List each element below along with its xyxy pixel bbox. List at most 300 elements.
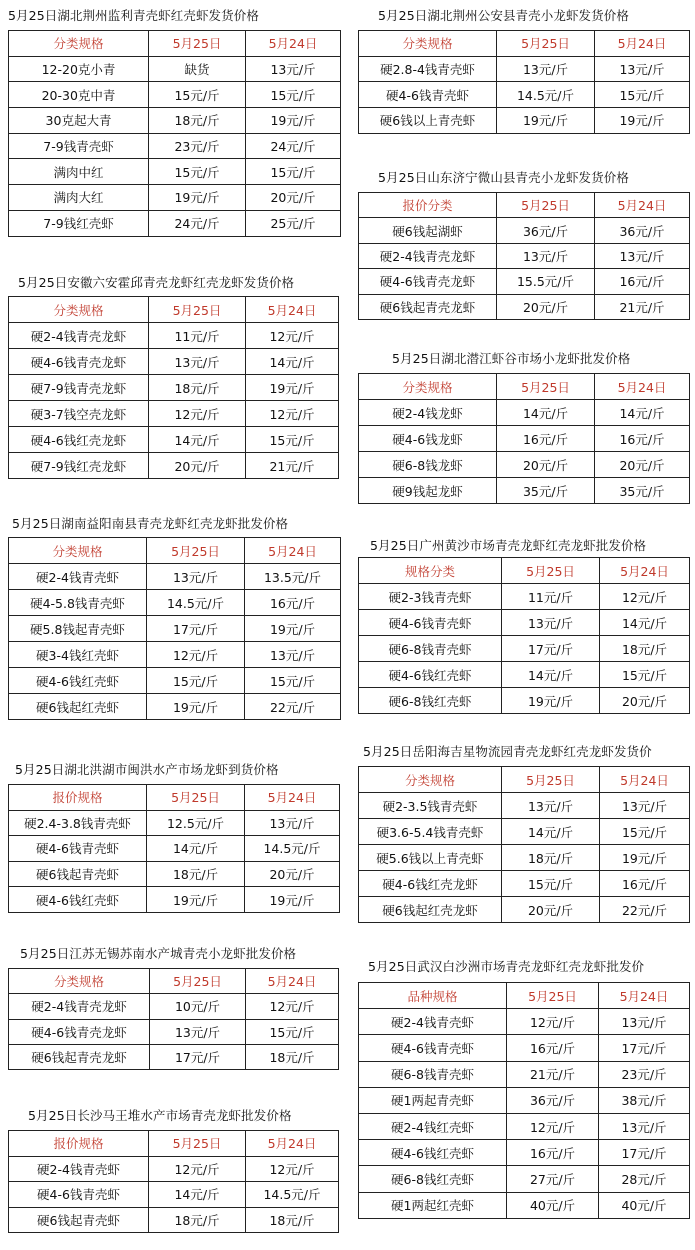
price-cell: 15元/斤	[246, 427, 339, 453]
header-cell: 5月25日	[149, 297, 246, 323]
spec-cell: 硬7-9钱红壳龙虾	[9, 453, 149, 479]
spec-cell: 硬6钱起湖虾	[359, 218, 497, 243]
spec-cell: 硬6钱起青壳龙虾	[9, 1044, 150, 1069]
price-cell: 13元/斤	[150, 1019, 246, 1044]
price-cell: 40元/斤	[507, 1192, 599, 1218]
price-cell: 12元/斤	[600, 584, 690, 610]
price-table	[358, 30, 690, 134]
price-table	[8, 968, 339, 1070]
table-header-row	[9, 31, 341, 57]
table-header-row	[9, 785, 340, 811]
price-cell: 14.5元/斤	[497, 82, 595, 108]
price-cell: 19元/斤	[600, 845, 690, 871]
table-row	[359, 1035, 690, 1061]
spec-cell: 7-9钱青壳虾	[9, 133, 149, 159]
price-table	[358, 557, 690, 714]
spec-cell: 硬2-3钱青壳虾	[359, 584, 502, 610]
table-row	[359, 1166, 690, 1192]
header-cell: 分类规格	[9, 31, 149, 57]
price-table	[8, 784, 340, 913]
table-row	[359, 478, 690, 504]
table-row	[9, 1207, 339, 1233]
header-cell: 品种规格	[359, 983, 507, 1009]
price-cell: 15元/斤	[245, 668, 341, 694]
spec-cell: 硬4-5.8钱青壳虾	[9, 590, 147, 616]
spec-cell: 硬4-6钱红壳虾	[359, 662, 502, 688]
price-cell: 15.5元/斤	[497, 269, 595, 294]
table-row	[9, 836, 340, 862]
price-cell: 12元/斤	[246, 994, 339, 1019]
price-cell: 40元/斤	[599, 1192, 690, 1218]
header-cell: 5月24日	[595, 374, 690, 400]
table-title: 5月25日湖南益阳南县青壳龙虾红壳龙虾批发价格	[12, 516, 289, 531]
price-cell: 22元/斤	[600, 897, 690, 923]
price-cell: 13元/斤	[502, 793, 600, 819]
price-cell: 38元/斤	[599, 1087, 690, 1113]
price-cell: 20元/斤	[497, 294, 595, 319]
table-row	[9, 185, 341, 211]
price-cell: 36元/斤	[507, 1087, 599, 1113]
table-header-row	[359, 767, 690, 793]
table-row	[359, 636, 690, 662]
spec-cell: 硬2-4钱红壳虾	[359, 1113, 507, 1139]
price-cell: 14元/斤	[502, 819, 600, 845]
table-row	[359, 218, 690, 243]
price-cell: 24元/斤	[149, 210, 246, 236]
spec-cell: 硬5.6钱以上青壳虾	[359, 845, 502, 871]
price-cell: 14元/斤	[149, 427, 246, 453]
price-cell: 35元/斤	[595, 478, 690, 504]
spec-cell: 硬4-6钱青壳虾	[359, 1035, 507, 1061]
header-cell: 5月24日	[246, 1131, 339, 1157]
table-row	[9, 56, 341, 82]
header-cell: 分类规格	[359, 767, 502, 793]
price-cell: 17元/斤	[599, 1035, 690, 1061]
spec-cell: 硬2-4钱青壳龙虾	[9, 323, 149, 349]
table-row	[9, 108, 341, 134]
header-cell: 分类规格	[9, 969, 150, 994]
spec-cell: 7-9钱红壳虾	[9, 210, 149, 236]
table-row	[9, 133, 341, 159]
price-cell: 13元/斤	[149, 349, 246, 375]
price-cell: 12.5元/斤	[147, 810, 245, 836]
table-row	[359, 1061, 690, 1087]
header-cell: 5月25日	[147, 538, 245, 564]
price-cell: 19元/斤	[149, 185, 246, 211]
price-cell: 17元/斤	[599, 1140, 690, 1166]
price-cell: 20元/斤	[497, 452, 595, 478]
price-cell: 17元/斤	[502, 636, 600, 662]
spec-cell: 硬4-6钱红壳龙虾	[359, 871, 502, 897]
price-cell: 19元/斤	[245, 616, 341, 642]
table-header-row	[359, 31, 690, 57]
price-cell: 19元/斤	[147, 694, 245, 720]
table-row	[359, 269, 690, 294]
table-row	[9, 590, 341, 616]
table-title: 5月25日长沙马王堆水产市场青壳龙虾批发价格	[28, 1108, 292, 1123]
spec-cell: 硬4-6钱青壳龙虾	[9, 349, 149, 375]
price-cell: 18元/斤	[149, 375, 246, 401]
price-cell: 20元/斤	[595, 452, 690, 478]
table-title: 5月25日江苏无锡苏南水产城青壳小龙虾批发价格	[20, 946, 297, 961]
price-cell: 22元/斤	[245, 694, 341, 720]
price-cell: 18元/斤	[149, 108, 246, 134]
price-cell: 14元/斤	[147, 836, 245, 862]
price-cell: 20元/斤	[245, 861, 340, 887]
table-title: 5月25日湖北荆州公安县青壳小龙虾发货价格	[378, 8, 629, 23]
spec-cell: 硬7-9钱青壳龙虾	[9, 375, 149, 401]
spec-cell: 硬6-8钱青壳虾	[359, 636, 502, 662]
table-row	[359, 845, 690, 871]
price-cell: 28元/斤	[599, 1166, 690, 1192]
header-cell: 5月24日	[599, 983, 690, 1009]
header-cell: 5月24日	[246, 969, 339, 994]
table-row	[359, 426, 690, 452]
price-cell: 13元/斤	[497, 243, 595, 268]
table-row	[359, 819, 690, 845]
spec-cell: 硬6钱起青壳龙虾	[359, 294, 497, 319]
table-row	[359, 1113, 690, 1139]
price-cell: 16元/斤	[595, 269, 690, 294]
header-cell: 5月24日	[600, 767, 690, 793]
spec-cell: 20-30克中青	[9, 82, 149, 108]
table-row	[359, 610, 690, 636]
price-cell: 13元/斤	[245, 642, 341, 668]
table-row	[359, 1140, 690, 1166]
price-cell: 23元/斤	[149, 133, 246, 159]
price-cell: 15元/斤	[147, 668, 245, 694]
table-row	[9, 694, 341, 720]
table-header-row	[9, 969, 339, 994]
spec-cell: 硬6钱以上青壳虾	[359, 108, 497, 134]
header-cell: 5月25日	[149, 31, 246, 57]
spec-cell: 满肉大红	[9, 185, 149, 211]
spec-cell: 硬6钱起青壳虾	[9, 1207, 149, 1233]
table-header-row	[9, 1131, 339, 1157]
spec-cell: 硬4-6钱龙虾	[359, 426, 497, 452]
price-cell: 12元/斤	[149, 1156, 246, 1182]
table-row	[9, 401, 339, 427]
header-cell: 5月24日	[245, 785, 340, 811]
price-cell: 20元/斤	[600, 688, 690, 714]
table-row	[359, 871, 690, 897]
price-cell: 19元/斤	[497, 108, 595, 134]
table-title: 5月25日湖北荆州监利青壳虾红壳虾发货价格	[8, 8, 259, 23]
table-row	[9, 887, 340, 913]
price-cell: 缺货	[149, 56, 246, 82]
header-cell: 5月25日	[502, 558, 600, 584]
table-title: 5月25日湖北潜江虾谷市场小龙虾批发价格	[392, 351, 631, 366]
table-row	[9, 159, 341, 185]
header-cell: 5月25日	[149, 1131, 246, 1157]
spec-cell: 硬3.6-5.4钱青壳虾	[359, 819, 502, 845]
header-cell: 5月24日	[600, 558, 690, 584]
price-cell: 16元/斤	[245, 590, 341, 616]
spec-cell: 硬4-6钱青壳虾	[359, 610, 502, 636]
price-cell: 16元/斤	[497, 426, 595, 452]
table-title: 5月25日安徽六安霍邱青壳龙虾红壳龙虾发货价格	[18, 275, 295, 290]
header-cell: 分类规格	[9, 538, 147, 564]
price-cell: 20元/斤	[502, 897, 600, 923]
table-row	[9, 1182, 339, 1208]
price-cell: 24元/斤	[246, 133, 341, 159]
price-cell: 18元/斤	[502, 845, 600, 871]
price-cell: 13元/斤	[599, 1009, 690, 1035]
header-cell: 5月24日	[595, 193, 690, 218]
table-row	[9, 1019, 339, 1044]
table-row	[359, 793, 690, 819]
price-table	[8, 30, 341, 237]
price-cell: 27元/斤	[507, 1166, 599, 1192]
spec-cell: 硬2.4-3.8钱青壳虾	[9, 810, 147, 836]
price-cell: 21元/斤	[507, 1061, 599, 1087]
price-cell: 15元/斤	[149, 159, 246, 185]
price-cell: 12元/斤	[149, 401, 246, 427]
table-row	[9, 564, 341, 590]
table-row	[9, 616, 341, 642]
table-row	[359, 452, 690, 478]
spec-cell: 硬1两起青壳虾	[359, 1087, 507, 1113]
spec-cell: 硬2-4钱龙虾	[359, 400, 497, 426]
spec-cell: 硬5.8钱起青壳虾	[9, 616, 147, 642]
spec-cell: 硬2-4钱青壳虾	[9, 564, 147, 590]
header-cell: 报价分类	[359, 193, 497, 218]
price-cell: 13元/斤	[599, 1113, 690, 1139]
table-row	[359, 400, 690, 426]
price-cell: 18元/斤	[147, 861, 245, 887]
header-cell: 5月25日	[497, 193, 595, 218]
price-cell: 19元/斤	[246, 108, 341, 134]
price-cell: 16元/斤	[600, 871, 690, 897]
price-table	[358, 766, 690, 923]
header-cell: 分类规格	[359, 374, 497, 400]
price-cell: 13元/斤	[600, 793, 690, 819]
table-row	[9, 453, 339, 479]
price-cell: 14.5元/斤	[246, 1182, 339, 1208]
price-cell: 18元/斤	[246, 1044, 339, 1069]
price-cell: 20元/斤	[246, 185, 341, 211]
price-cell: 13元/斤	[246, 56, 341, 82]
price-cell: 20元/斤	[149, 453, 246, 479]
table-row	[9, 810, 340, 836]
spec-cell: 满肉中红	[9, 159, 149, 185]
spec-cell: 硬4-6钱青壳虾	[9, 1182, 149, 1208]
price-cell: 21元/斤	[595, 294, 690, 319]
spec-cell: 硬1两起红壳虾	[359, 1192, 507, 1218]
price-cell: 16元/斤	[507, 1035, 599, 1061]
price-cell: 35元/斤	[497, 478, 595, 504]
price-cell: 13元/斤	[497, 56, 595, 82]
table-row	[359, 243, 690, 268]
header-cell: 5月25日	[507, 983, 599, 1009]
price-cell: 17元/斤	[147, 616, 245, 642]
price-cell: 15元/斤	[502, 871, 600, 897]
spec-cell: 硬4-6钱青壳虾	[9, 836, 147, 862]
table-header-row	[359, 374, 690, 400]
table-row	[9, 323, 339, 349]
header-cell: 5月25日	[497, 374, 595, 400]
header-cell: 报价规格	[9, 1131, 149, 1157]
price-cell: 23元/斤	[599, 1061, 690, 1087]
spec-cell: 30克起大青	[9, 108, 149, 134]
price-cell: 15元/斤	[246, 1019, 339, 1044]
table-row	[359, 108, 690, 134]
spec-cell: 硬2-4钱青壳虾	[9, 1156, 149, 1182]
price-cell: 12元/斤	[507, 1113, 599, 1139]
header-cell: 5月25日	[497, 31, 595, 57]
table-row	[9, 1044, 339, 1069]
price-cell: 36元/斤	[595, 218, 690, 243]
spec-cell: 硬6-8钱红壳虾	[359, 688, 502, 714]
price-cell: 12元/斤	[147, 642, 245, 668]
price-cell: 14元/斤	[600, 610, 690, 636]
table-title: 5月25日广州黄沙市场青壳龙虾红壳龙虾批发价格	[370, 538, 647, 553]
spec-cell: 硬2-3.5钱青壳虾	[359, 793, 502, 819]
price-cell: 12元/斤	[246, 323, 339, 349]
price-cell: 15元/斤	[600, 662, 690, 688]
price-cell: 12元/斤	[246, 401, 339, 427]
spec-cell: 硬6-8钱龙虾	[359, 452, 497, 478]
spec-cell: 硬6钱起红壳龙虾	[359, 897, 502, 923]
header-cell: 报价规格	[9, 785, 147, 811]
price-cell: 13元/斤	[502, 610, 600, 636]
price-cell: 19元/斤	[502, 688, 600, 714]
spec-cell: 硬4-6钱红壳虾	[9, 887, 147, 913]
table-header-row	[359, 193, 690, 218]
table-row	[359, 82, 690, 108]
table-header-row	[359, 558, 690, 584]
spec-cell: 硬4-6钱青壳龙虾	[359, 269, 497, 294]
price-cell: 10元/斤	[150, 994, 246, 1019]
price-cell: 19元/斤	[245, 887, 340, 913]
header-cell: 5月24日	[245, 538, 341, 564]
spec-cell: 硬2-4钱青壳龙虾	[9, 994, 150, 1019]
spec-cell: 硬3-7钱空壳龙虾	[9, 401, 149, 427]
spec-cell: 硬4-6钱青壳龙虾	[9, 1019, 150, 1044]
table-row	[359, 1087, 690, 1113]
price-cell: 14.5元/斤	[245, 836, 340, 862]
spec-cell: 硬9钱起龙虾	[359, 478, 497, 504]
table-row	[9, 349, 339, 375]
table-row	[9, 427, 339, 453]
header-cell: 5月25日	[150, 969, 246, 994]
price-cell: 15元/斤	[246, 159, 341, 185]
header-cell: 5月24日	[595, 31, 690, 57]
table-title: 5月25日武汉白沙洲市场青壳龙虾红壳龙虾批发价	[368, 959, 645, 974]
price-cell: 14元/斤	[149, 1182, 246, 1208]
table-row	[9, 375, 339, 401]
table-header-row	[359, 983, 690, 1009]
spec-cell: 硬3-4钱红壳虾	[9, 642, 147, 668]
price-cell: 13元/斤	[595, 243, 690, 268]
price-table	[8, 296, 339, 479]
spec-cell: 硬2-4钱青壳龙虾	[359, 243, 497, 268]
table-row	[9, 994, 339, 1019]
table-row	[359, 294, 690, 319]
table-row	[9, 210, 341, 236]
table-title: 5月25日岳阳海吉星物流园青壳龙虾红壳龙虾发货价	[363, 744, 652, 759]
price-table	[358, 373, 690, 504]
header-cell: 5月25日	[147, 785, 245, 811]
spec-cell: 硬2-4钱青壳虾	[359, 1009, 507, 1035]
price-cell: 21元/斤	[246, 453, 339, 479]
price-cell: 18元/斤	[600, 636, 690, 662]
price-cell: 15元/斤	[246, 82, 341, 108]
price-table	[358, 982, 690, 1219]
price-cell: 36元/斤	[497, 218, 595, 243]
price-cell: 13元/斤	[595, 56, 690, 82]
price-cell: 16元/斤	[595, 426, 690, 452]
price-cell: 12元/斤	[507, 1009, 599, 1035]
spec-cell: 12-20克小青	[9, 56, 149, 82]
table-title: 5月25日湖北洪湖市闽洪水产市场龙虾到货价格	[15, 762, 279, 777]
header-cell: 5月24日	[246, 31, 341, 57]
table-row	[359, 897, 690, 923]
price-cell: 15元/斤	[600, 819, 690, 845]
table-row	[359, 688, 690, 714]
price-cell: 12元/斤	[246, 1156, 339, 1182]
price-cell: 15元/斤	[149, 82, 246, 108]
table-row	[359, 662, 690, 688]
price-cell: 18元/斤	[246, 1207, 339, 1233]
spec-cell: 硬2.8-4钱青壳虾	[359, 56, 497, 82]
price-cell: 14.5元/斤	[147, 590, 245, 616]
header-cell: 5月25日	[502, 767, 600, 793]
spec-cell: 硬6钱起红壳虾	[9, 694, 147, 720]
spec-cell: 硬4-6钱红壳虾	[9, 668, 147, 694]
table-title: 5月25日山东济宁微山县青壳小龙虾发货价格	[378, 170, 629, 185]
price-cell: 16元/斤	[507, 1140, 599, 1166]
spec-cell: 硬6钱起青壳虾	[9, 861, 147, 887]
header-cell: 分类规格	[359, 31, 497, 57]
spec-cell: 硬6-8钱红壳虾	[359, 1166, 507, 1192]
header-cell: 5月24日	[246, 297, 339, 323]
price-cell: 11元/斤	[502, 584, 600, 610]
table-header-row	[9, 538, 341, 564]
price-table	[8, 537, 341, 720]
spec-cell: 硬6-8钱青壳虾	[359, 1061, 507, 1087]
price-cell: 18元/斤	[149, 1207, 246, 1233]
spec-cell: 硬4-6钱青壳虾	[359, 82, 497, 108]
price-cell: 19元/斤	[595, 108, 690, 134]
price-cell: 13元/斤	[245, 810, 340, 836]
spec-cell: 硬4-6钱红壳虾	[359, 1140, 507, 1166]
header-cell: 规格分类	[359, 558, 502, 584]
price-cell: 14元/斤	[502, 662, 600, 688]
price-cell: 13元/斤	[147, 564, 245, 590]
price-cell: 14元/斤	[246, 349, 339, 375]
table-row	[359, 56, 690, 82]
price-table	[358, 192, 690, 320]
table-row	[359, 1192, 690, 1218]
table-row	[359, 1009, 690, 1035]
table-row	[9, 82, 341, 108]
table-row	[359, 584, 690, 610]
table-row	[9, 861, 340, 887]
table-row	[9, 642, 341, 668]
price-cell: 14元/斤	[595, 400, 690, 426]
price-cell: 14元/斤	[497, 400, 595, 426]
spec-cell: 硬4-6钱红壳龙虾	[9, 427, 149, 453]
table-row	[9, 1156, 339, 1182]
price-cell: 17元/斤	[150, 1044, 246, 1069]
table-header-row	[9, 297, 339, 323]
price-cell: 15元/斤	[595, 82, 690, 108]
price-cell: 19元/斤	[147, 887, 245, 913]
price-table	[8, 1130, 339, 1233]
price-cell: 11元/斤	[149, 323, 246, 349]
table-row	[9, 668, 341, 694]
